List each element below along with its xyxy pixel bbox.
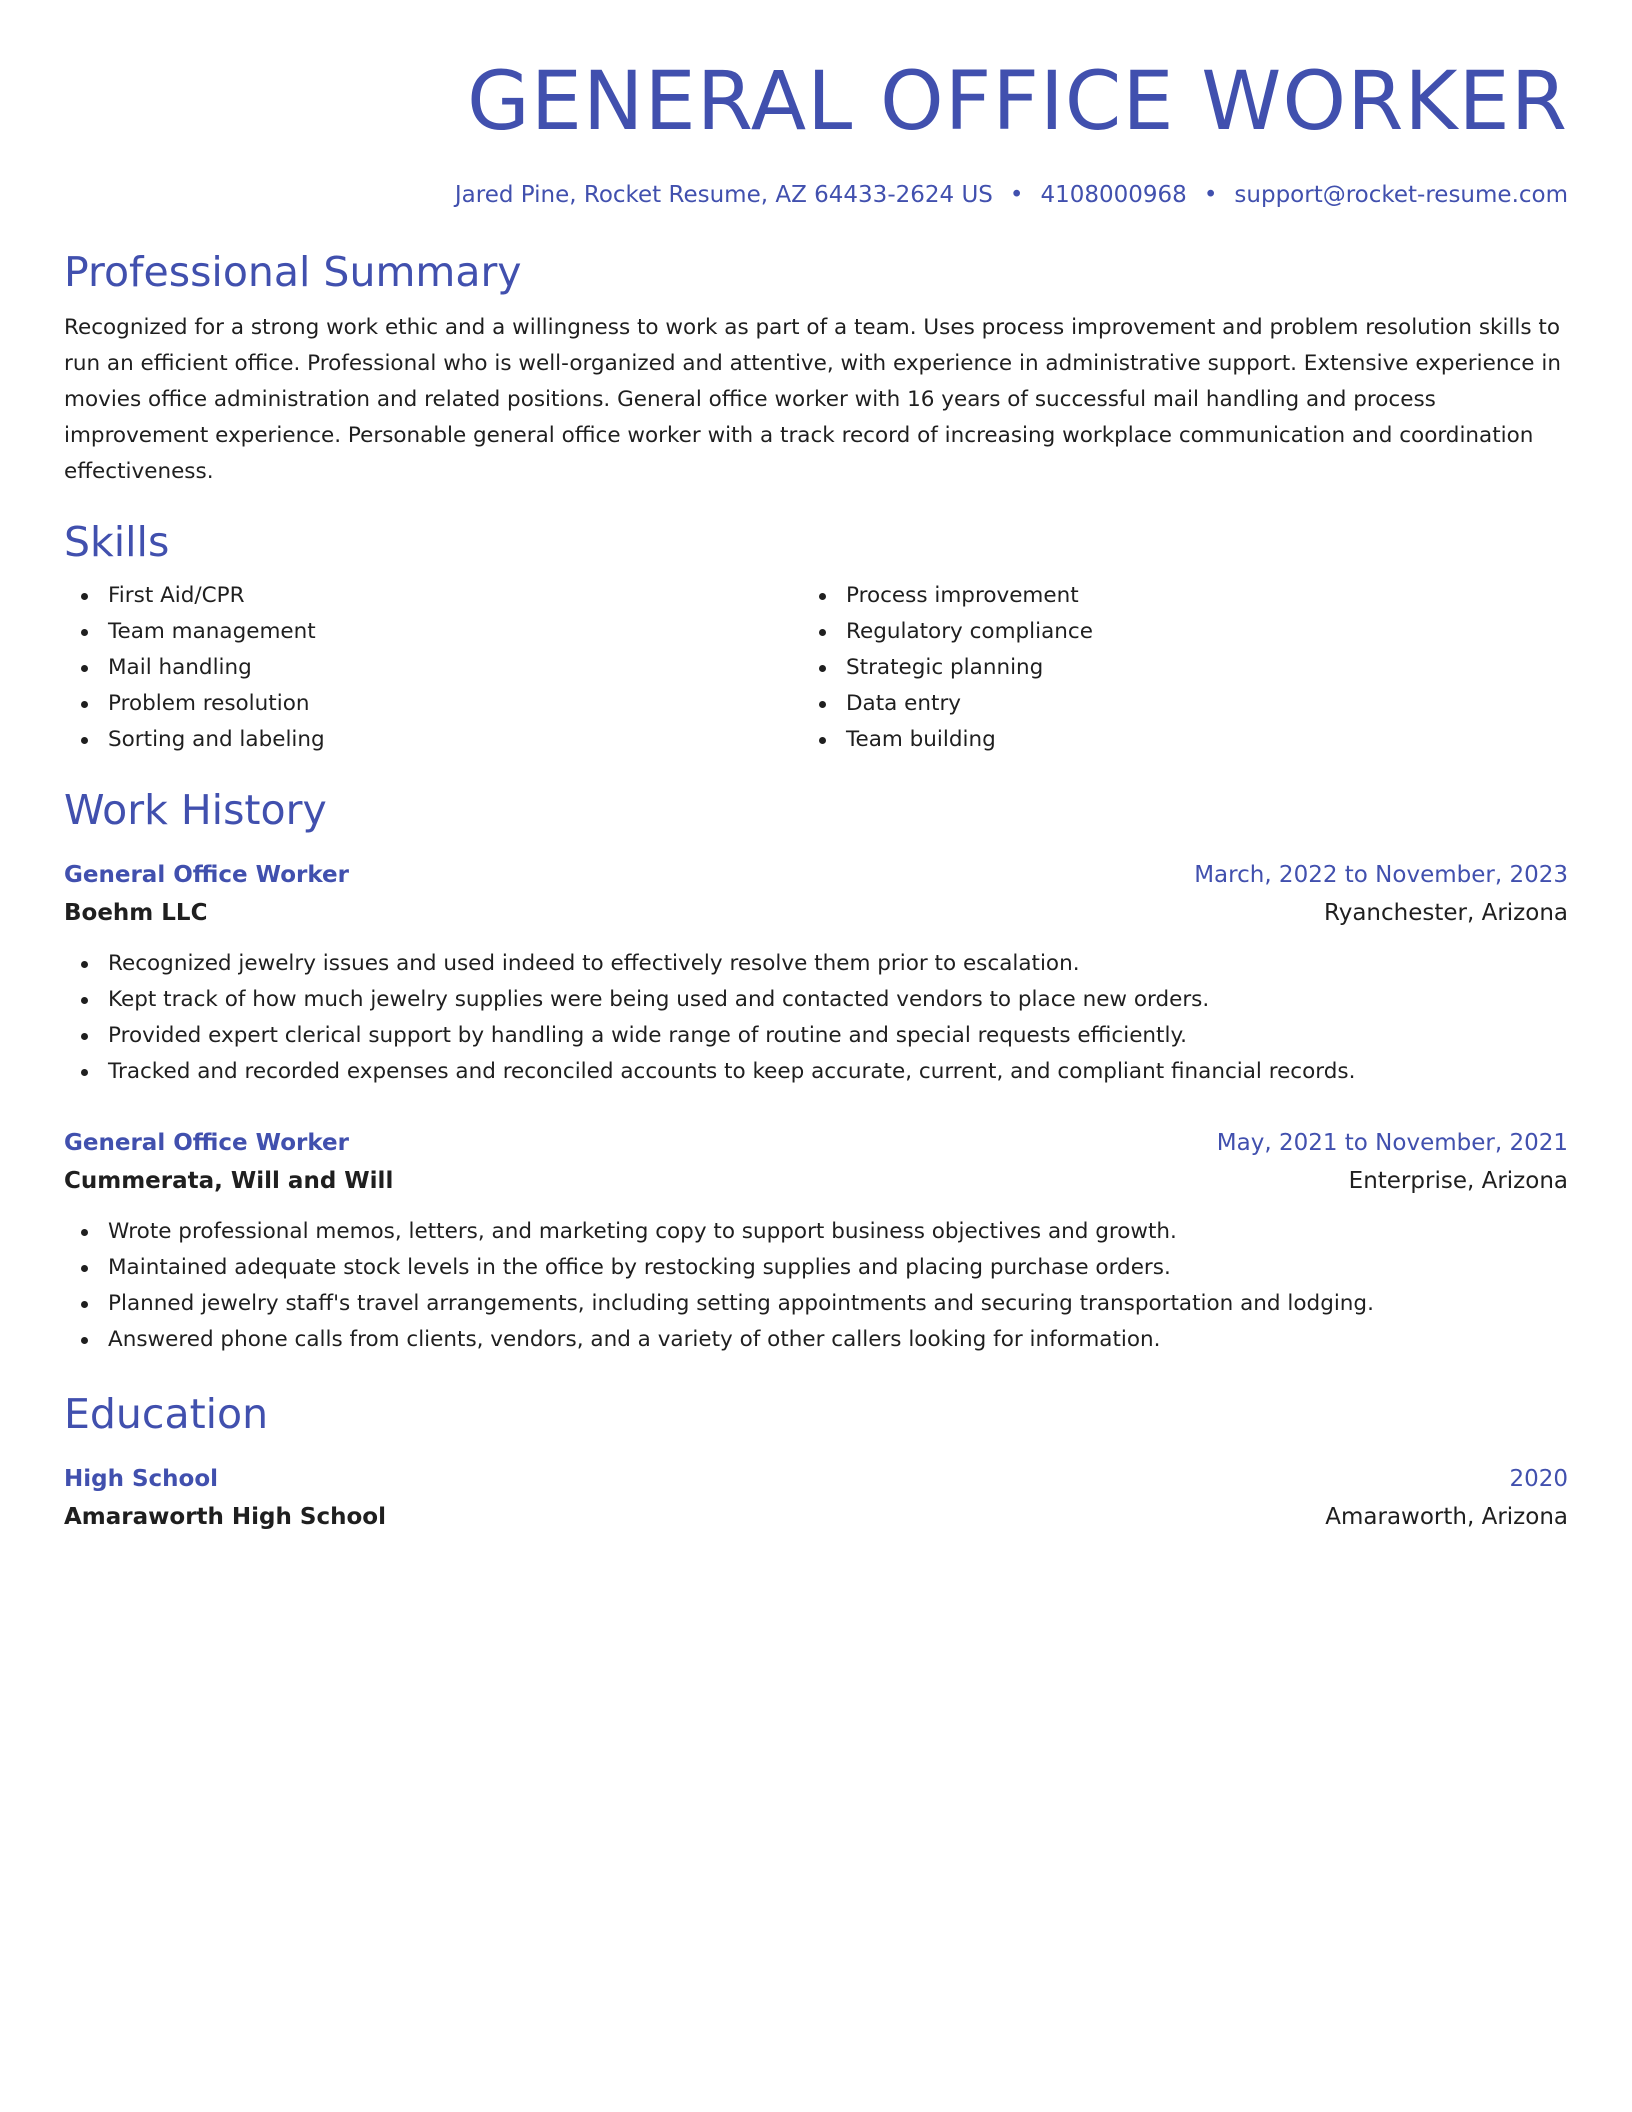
job-dates: March, 2022 to November, 2023 <box>1194 862 1568 888</box>
job-company: Cummerata, Will and Will <box>64 1168 394 1194</box>
work-history-section <box>64 784 1568 1358</box>
skill-item: Team management <box>64 614 802 650</box>
job-bullet-list <box>64 946 1568 1090</box>
skill-item: Problem resolution <box>64 686 802 722</box>
skill-item: Sorting and labeling <box>64 722 802 758</box>
skill-item: Data entry <box>802 686 1568 722</box>
job-header-row <box>64 1124 1568 1162</box>
education-school-row <box>64 1498 1568 1536</box>
job-bullet: Tracked and recorded expenses and reconciled accounts to keep accurate, current, and compliant financial records. <box>64 1054 1568 1090</box>
job-title: General Office Worker <box>64 862 349 888</box>
job-bullet: Provided expert clerical support by handling a wide range of routine and special requests efficiently. <box>64 1018 1568 1054</box>
skills-list-left <box>64 578 802 758</box>
skill-item: Regulatory compliance <box>802 614 1568 650</box>
skills-section <box>64 516 1568 758</box>
job-title: General Office Worker <box>64 1130 349 1156</box>
resume-header <box>64 52 1568 212</box>
job-company-row <box>64 1162 1568 1200</box>
summary-text: Recognized for a strong work ethic and a willingness to work as part of a team. Uses process improvement and problem resolution skills to run an efficient office. Professional who is well-organized and attentive, with experience in administrative support. Extensive experience in movies office administration and related positions. General office worker with 16 years of successful mail handling and process improvement experience. Personable general office worker with a track record of increasing workplace communication and coordination effectiveness. <box>64 315 1561 484</box>
contact-address: Jared Pine, Rocket Resume, AZ 64433-2624 US <box>454 182 993 208</box>
education-degree: High School <box>64 1466 219 1492</box>
job-company: Boehm LLC <box>64 900 208 926</box>
summary-section <box>64 246 1568 490</box>
contact-separator: • <box>1009 182 1024 208</box>
job-dates: May, 2021 to November, 2021 <box>1216 1130 1568 1156</box>
job-entry <box>64 856 1568 1090</box>
job-bullet: Maintained adequate stock levels in the office by restocking supplies and placing purchase orders. <box>64 1250 1568 1286</box>
section-title-education: Education <box>64 1390 269 1438</box>
contact-line <box>64 178 1568 212</box>
job-bullet: Planned jewelry staff's travel arrangements, including setting appointments and securing transportation and lodging. <box>64 1286 1568 1322</box>
skill-item: Strategic planning <box>802 650 1568 686</box>
job-bullet-list <box>64 1214 1568 1358</box>
job-bullet: Kept track of how much jewelry supplies were being used and contacted vendors to place new orders. <box>64 982 1568 1018</box>
education-location: Amaraworth, Arizona <box>1325 1504 1568 1530</box>
job-bullet: Recognized jewelry issues and used indeed to effectively resolve them prior to escalation. <box>64 946 1568 982</box>
job-location: Ryanchester, Arizona <box>1323 900 1568 926</box>
contact-phone: 4108000968 <box>1040 182 1187 208</box>
skill-item: Mail handling <box>64 650 802 686</box>
job-header-row <box>64 856 1568 894</box>
job-entry <box>64 1124 1568 1358</box>
education-school: Amaraworth High School <box>64 1504 386 1530</box>
skill-item: First Aid/CPR <box>64 578 802 614</box>
job-location: Enterprise, Arizona <box>1348 1168 1568 1194</box>
job-company-row <box>64 894 1568 932</box>
section-title-work-history: Work History <box>64 786 327 834</box>
education-header-row <box>64 1460 1568 1498</box>
education-entry <box>64 1460 1568 1536</box>
section-title-skills: Skills <box>64 518 170 566</box>
contact-email: support@rocket-resume.com <box>1234 182 1568 208</box>
skill-item: Process improvement <box>802 578 1568 614</box>
section-title-summary: Professional Summary <box>64 248 522 296</box>
skills-grid <box>64 578 1568 758</box>
job-bullet: Wrote professional memos, letters, and marketing copy to support business objectives and growth. <box>64 1214 1568 1250</box>
education-year: 2020 <box>1509 1466 1568 1492</box>
skill-item: Team building <box>802 722 1568 758</box>
resume-name: GENERAL OFFICE WORKER <box>466 55 1568 149</box>
contact-separator: • <box>1203 182 1218 208</box>
job-bullet: Answered phone calls from clients, vendors, and a variety of other callers looking for information. <box>64 1322 1568 1358</box>
education-section <box>64 1388 1568 1536</box>
skills-list-right <box>802 578 1568 758</box>
